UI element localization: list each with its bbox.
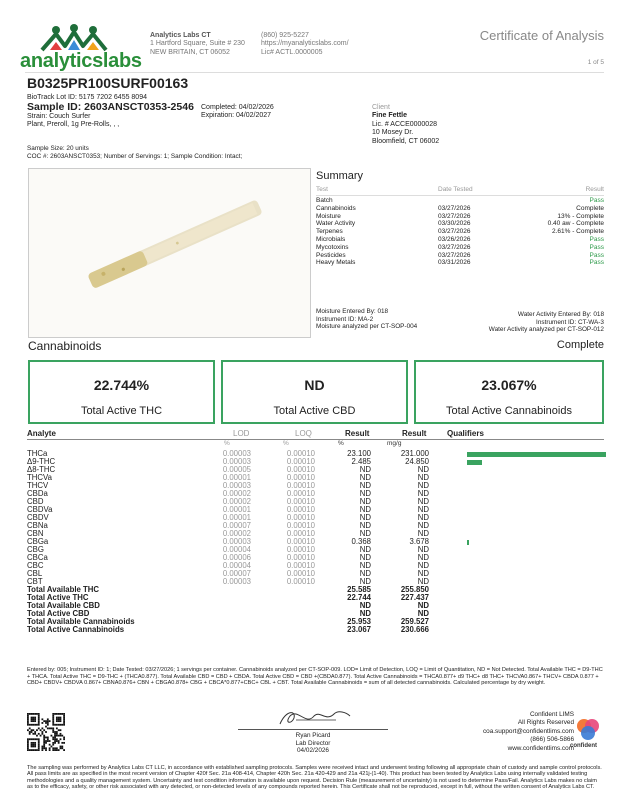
- analyte-loq: 0.00010: [286, 465, 315, 474]
- dates-block: [201, 104, 274, 121]
- analyte-bar: [467, 460, 482, 465]
- summary-date: 03/27/2026: [438, 212, 471, 220]
- analyte-result-mg: ND: [417, 569, 429, 578]
- signer-title: Lab Director: [295, 739, 331, 747]
- col-result: Result: [585, 186, 604, 193]
- analyte-result-pct: 0.368: [351, 537, 371, 546]
- total-name: Total Active THC: [27, 593, 89, 602]
- summary-date: 03/30/2026: [438, 220, 471, 228]
- analyte-row: [27, 482, 604, 490]
- analyte-row: [27, 530, 604, 538]
- summary-date: 03/27/2026: [438, 251, 471, 259]
- lims-block: [483, 711, 574, 753]
- moisture-entered: Moisture Entered By: 018: [316, 308, 389, 315]
- analyte-result-pct: ND: [359, 577, 371, 586]
- summary-row: [316, 236, 604, 244]
- analyte-lod: 0.00002: [222, 497, 251, 506]
- analyte-result-mg: ND: [417, 497, 429, 506]
- sample-code: B0325PR100SURF00163: [27, 75, 189, 91]
- analyte-table-header: [27, 429, 604, 440]
- total-result-pct: 25.953: [347, 617, 371, 626]
- header-divider: [25, 72, 604, 73]
- total-result-pct: 22.744: [347, 593, 371, 602]
- total-active-cbd-label: Total Active CBD: [273, 405, 356, 417]
- unit-pct: %: [338, 440, 344, 447]
- summary-row: [316, 197, 604, 205]
- analyte-lod: 0.00003: [222, 481, 251, 490]
- analyte-name: CBCa: [27, 553, 48, 562]
- lab-address-line1: 1 Hartford Square, Suite # 230: [150, 40, 245, 48]
- unit-lod: %: [224, 440, 230, 447]
- analyte-lod: 0.00007: [222, 521, 251, 530]
- col-date: Date Tested: [438, 186, 473, 193]
- analyte-loq: 0.00010: [286, 497, 315, 506]
- analyte-loq: 0.00010: [286, 481, 315, 490]
- lims-rights: All Rights Reserved: [517, 719, 574, 727]
- strain-block: [27, 113, 119, 130]
- total-row: [27, 602, 604, 610]
- unit-loq: %: [283, 440, 289, 447]
- signature-line: [238, 729, 388, 730]
- th-lod: LOD: [233, 429, 250, 438]
- total-result-mg: ND: [417, 601, 429, 610]
- analyte-result-pct: ND: [359, 569, 371, 578]
- signer-block: [238, 732, 388, 755]
- analyte-bar: [467, 452, 606, 457]
- analyte-lod: 0.00001: [222, 473, 251, 482]
- analyte-lod: 0.00005: [222, 465, 251, 474]
- summary-date: 03/27/2026: [438, 204, 471, 212]
- total-active-cbd-value: ND: [304, 377, 325, 393]
- analyte-result-pct: ND: [359, 513, 371, 522]
- water-activity-info: [489, 311, 604, 334]
- analyte-result-pct: ND: [359, 473, 371, 482]
- total-name: Total Available Cannabinoids: [27, 617, 135, 626]
- strain: Strain: Couch Surfer: [27, 113, 91, 120]
- analyte-result-mg: ND: [417, 473, 429, 482]
- analyte-lod: 0.00003: [222, 577, 251, 586]
- total-name: Total Active Cannabinoids: [27, 625, 125, 634]
- analyte-result-pct: ND: [359, 489, 371, 498]
- sample-size-block: [27, 145, 242, 160]
- analyte-lod: 0.00001: [222, 505, 251, 514]
- total-row: [27, 626, 604, 634]
- moisture-instrument: Instrument ID: MA-2: [316, 315, 374, 323]
- total-active-cbd-card: [221, 360, 408, 424]
- client-license: Lic. # ACCE0000028: [372, 120, 437, 128]
- analyte-result-mg: ND: [417, 513, 429, 522]
- lab-website[interactable]: https://myanalyticslabs.com/: [261, 40, 349, 48]
- lims-phone: (866) 506-5866: [530, 736, 574, 744]
- analyte-result-mg: ND: [417, 521, 429, 530]
- total-row: [27, 586, 604, 594]
- signer-name: Ryan Picard: [295, 732, 331, 739]
- analyte-lod: 0.00007: [222, 569, 251, 578]
- analyte-loq: 0.00010: [286, 513, 315, 522]
- summary-row: [316, 228, 604, 236]
- analyte-row: [27, 450, 604, 458]
- client-address1: 10 Mosey Dr.: [372, 129, 414, 137]
- product-type: Plant, Preroll, 1g Pre-Rolls, , ,: [27, 121, 120, 129]
- summary-test: Cannabinoids: [316, 204, 356, 212]
- analyte-loq: 0.00010: [286, 569, 315, 578]
- analyte-result-mg: 231.000: [400, 449, 429, 458]
- analyte-name: CBNa: [27, 521, 48, 530]
- analyte-result-mg: ND: [417, 577, 429, 586]
- analyte-name: CBN: [27, 529, 44, 538]
- water-entered: Water Activity Entered By: 018: [517, 311, 604, 318]
- analyte-row: [27, 498, 604, 506]
- analyte-result-mg: ND: [417, 545, 429, 554]
- analyte-row: [27, 578, 604, 586]
- analyte-loq: 0.00010: [286, 473, 315, 482]
- expiration-date: Expiration: 04/02/2027: [201, 112, 272, 120]
- total-result-mg: 227.437: [400, 593, 429, 602]
- qr-code-icon[interactable]: [27, 713, 65, 751]
- lab-contact-block: [261, 32, 349, 57]
- analyte-name: CBDVa: [27, 505, 53, 514]
- col-test: Test: [316, 186, 328, 193]
- analyte-name: CBC: [27, 561, 44, 570]
- analyte-name: CBDa: [27, 489, 48, 498]
- lab-phone: (860) 925-5227: [261, 32, 309, 39]
- confident-logo-icon: [575, 717, 601, 743]
- summary-row: [316, 252, 604, 260]
- summary-header: [316, 186, 604, 196]
- summary-result: Pass: [589, 259, 604, 267]
- analyte-result-pct: ND: [359, 553, 371, 562]
- summary-result: 13% - Complete: [557, 212, 604, 220]
- lab-address-line2: NEW BRITAIN, CT 06052: [150, 48, 230, 56]
- sample-size: Sample Size: 20 units: [27, 145, 89, 152]
- summary-result: Pass: [589, 197, 604, 204]
- analyte-result-pct: ND: [359, 505, 371, 514]
- total-result-pct: 23.067: [347, 625, 371, 634]
- summary-date: 03/26/2026: [438, 236, 471, 243]
- total-result-mg: 259.527: [400, 617, 429, 626]
- analyte-lod: 0.00001: [222, 513, 251, 522]
- client-block: [372, 104, 439, 146]
- analyte-lod: 0.00002: [222, 529, 251, 538]
- total-result-mg: 230.666: [400, 625, 429, 634]
- moisture-sop: Moisture analyzed per CT-SOP-004: [316, 323, 418, 331]
- summary-result: Pass: [589, 236, 604, 243]
- analyte-row: [27, 546, 604, 554]
- th-loq: LOQ: [295, 429, 312, 438]
- lab-license: Lic# ACTL.0000005: [261, 48, 323, 56]
- analyte-bar: [467, 540, 469, 545]
- summary-date: 03/27/2026: [438, 228, 471, 236]
- water-sop: Water Activity analyzed per CT-SOP-012: [488, 326, 604, 334]
- analyte-row: [27, 458, 604, 466]
- summary-test: Batch: [316, 197, 333, 204]
- summary-row: [316, 213, 604, 221]
- th-result-pct: Result: [345, 429, 370, 438]
- summary-row: [316, 205, 604, 213]
- client-label: Client: [372, 104, 390, 111]
- analyte-lod: 0.00002: [222, 489, 251, 498]
- analyte-loq: 0.00010: [286, 561, 315, 570]
- analyte-name: CBL: [27, 569, 43, 578]
- analyte-result-pct: ND: [359, 545, 371, 554]
- analyte-lod: 0.00003: [222, 457, 251, 466]
- unit-mg: mg/g: [387, 440, 402, 447]
- analyte-name: CBGa: [27, 537, 49, 546]
- analyte-result-pct: ND: [359, 521, 371, 530]
- lab-address-block: [150, 32, 245, 57]
- analyte-result-mg: 3.678: [409, 537, 429, 546]
- analyte-name: CBT: [27, 577, 43, 586]
- total-result-mg: ND: [417, 609, 429, 618]
- summary-test: Mycotoxins: [316, 243, 349, 251]
- completed-date: Completed: 04/02/2026: [201, 104, 274, 111]
- th-qualifiers: Qualifiers: [447, 429, 484, 438]
- page-number: 1 of 5: [587, 59, 604, 66]
- analyte-result-pct: ND: [359, 481, 371, 490]
- analyte-loq: 0.00010: [286, 529, 315, 538]
- analyte-row: [27, 466, 604, 474]
- client-name: Fine Fettle: [372, 112, 408, 120]
- lims-web[interactable]: www.confidentlims.com: [507, 744, 574, 752]
- analyte-name: Δ8-THC: [27, 465, 56, 474]
- summary-result: Pass: [589, 243, 604, 251]
- analyte-loq: 0.00010: [286, 449, 315, 458]
- confident-wordmark: confident: [570, 743, 597, 749]
- total-name: Total Available CBD: [27, 601, 100, 610]
- analyte-lod: 0.00003: [222, 537, 251, 546]
- summary-test: Microbials: [316, 236, 346, 243]
- disclaimer: The sampling was performed by Analytics Labs CT LLC, in accordance with established sampling protocols. Samples were received intact and underwent testing following all appropriate chain of custody and sample control protocols. All pass limits are as specified in the most recent version of Chapter 420f Sec. 21a 408-414, Chapter 420h Sec. 21a 420-429 and 21a 421j-(1-40). This product has been tested by Analytics Labs using internally validated testing methodologies and a quality management system. Uncertainty and test condition information is available upon request. Decision Rule (measurement of uncertainty) is not used to determine Pass/Fail. Analytics Labs makes no claim as to the efficacy, safety, or other risk associated with any detected, or non-detected levels of any compounds reported herein. This Certificate shall not be reproduced, except in full, without the written consent of Analytics Labs CT.: [27, 765, 602, 791]
- analyte-result-pct: 23.100: [347, 449, 371, 458]
- summary-result: Pass: [589, 251, 604, 259]
- water-instrument: Instrument ID: CT-WA-3: [536, 318, 604, 326]
- coc-info: COC #: 2603ANSCT0353; Number of Servings: 1; Sample Condition: Intact;: [27, 152, 243, 160]
- total-row: [27, 594, 604, 602]
- analyte-name: THCVa: [27, 473, 52, 482]
- analyte-row: [27, 506, 604, 514]
- analyte-name: Δ9-THC: [27, 457, 56, 466]
- analyte-loq: 0.00010: [286, 505, 315, 514]
- summary-row: [316, 220, 604, 228]
- total-active-cannabinoids-label: Total Active Cannabinoids: [446, 405, 572, 417]
- analyte-result-pct: ND: [359, 497, 371, 506]
- cannabinoids-status: Complete: [556, 339, 604, 351]
- summary-test: Water Activity: [316, 220, 356, 228]
- analyte-loq: 0.00010: [286, 553, 315, 562]
- moisture-info: [316, 308, 417, 331]
- total-active-thc-value: 22.744%: [93, 377, 150, 393]
- footnotes: Entered by: 005; Instrument ID: 1; Date Tested: 03/27/2026; 1 servings per container. Cannabinoids analyzed per CT-SOP-009. LOD= Limit of Detection, LOQ = Limit of Quantitation, ND = Not Detected. Total Available THC = D9-THC + THCA. Total Active THC = D9-THC + (THCA0.877). Total Available CBD = CBD + CBDA. Total Active CBD = CBD +(CBDA0.877). Total Active Cannabinoids = THCA0.877+ d9 THC+ d8 THC+ THCVA0.867+ THCV+ CBDA 0.877 + CBD+ CBDV+ CBDVA 0.867+ CBNA0.876+ CBN + CBGA0.878+ CBG + CBCA*0.877+CBC+ CBL + CBT. Total Available Cannabinoids = sum of all detected cannabinoids. Calculated percentage by dry weight.: [27, 667, 603, 687]
- th-result-mg: Result: [402, 429, 427, 438]
- lims-name: Confident LIMS: [529, 711, 574, 718]
- analyte-name: THCV: [27, 481, 49, 490]
- analyte-loq: 0.00010: [286, 521, 315, 530]
- analyte-row: [27, 562, 604, 570]
- analyte-result-mg: ND: [417, 529, 429, 538]
- analyte-lod: 0.00004: [222, 545, 251, 554]
- logo-wordmark: analyticslabs: [20, 50, 142, 72]
- analyte-result-mg: ND: [417, 489, 429, 498]
- analyte-row: [27, 570, 604, 578]
- signature: [276, 706, 354, 730]
- lab-name: Analytics Labs CT: [150, 32, 211, 39]
- total-result-pct: ND: [359, 609, 371, 618]
- analyte-loq: 0.00010: [286, 489, 315, 498]
- analyte-loq: 0.00010: [286, 577, 315, 586]
- analyte-name: CBD: [27, 497, 44, 506]
- analyte-result-mg: ND: [417, 561, 429, 570]
- total-active-cannabinoids-value: 23.067%: [481, 377, 537, 393]
- total-active-thc-label: Total Active THC: [80, 405, 163, 417]
- summary-result: Complete: [576, 204, 604, 212]
- summary-test: Heavy Metals: [316, 259, 356, 267]
- cannabinoids-title: Cannabinoids: [28, 339, 102, 353]
- analyte-loq: 0.00010: [286, 457, 315, 466]
- total-active-thc-card: [28, 360, 215, 424]
- analyte-name: CBDV: [27, 513, 49, 522]
- analyte-lod: 0.00004: [222, 561, 251, 570]
- analyte-result-mg: ND: [417, 465, 429, 474]
- analyte-row: [27, 490, 604, 498]
- analyte-name: CBG: [27, 545, 44, 554]
- summary-row: [316, 259, 604, 267]
- lims-email[interactable]: coa.support@confidentlims.com: [482, 727, 574, 735]
- analyte-lod: 0.00003: [222, 449, 251, 458]
- signer-date: 04/02/2026: [297, 747, 329, 755]
- document-title: Certificate of Analysis: [479, 28, 604, 43]
- summary-test: Pesticides: [316, 251, 346, 259]
- total-active-cannabinoids-card: [414, 360, 604, 424]
- client-address2: Bloomfield, CT 06002: [372, 137, 440, 145]
- analyte-result-pct: 2.485: [351, 457, 371, 466]
- total-result-pct: ND: [359, 601, 371, 610]
- analyte-result-mg: ND: [417, 505, 429, 514]
- sample-id: Sample ID: 2603ANSCT0353-2546: [27, 101, 194, 113]
- summary-title: Summary: [316, 170, 364, 182]
- th-analyte: Analyte: [27, 429, 56, 438]
- analyte-result-mg: ND: [417, 481, 429, 490]
- summary-date: 03/27/2026: [438, 243, 471, 251]
- analyte-row: [27, 522, 604, 530]
- summary-result: 2.61% - Complete: [551, 228, 604, 236]
- summary-test: Terpenes: [316, 228, 343, 236]
- product-photo: [28, 168, 311, 338]
- summary-row: [316, 244, 604, 252]
- biotrack-lot-id: BioTrack Lot ID: 5175 7202 6455 8094: [27, 94, 147, 101]
- analyte-result-pct: ND: [359, 529, 371, 538]
- analyte-result-pct: ND: [359, 561, 371, 570]
- analyte-row: [27, 514, 604, 522]
- analyte-lod: 0.00006: [222, 553, 251, 562]
- analyte-row: [27, 474, 604, 482]
- analyte-loq: 0.00010: [286, 537, 315, 546]
- analyte-result-pct: ND: [359, 465, 371, 474]
- summary-date: 03/31/2026: [438, 259, 471, 267]
- analyte-loq: 0.00010: [286, 545, 315, 554]
- summary-test: Moisture: [316, 212, 341, 220]
- total-result-pct: 25.585: [347, 585, 371, 594]
- total-result-mg: 255.850: [400, 585, 429, 594]
- summary-result: 0.40 aw - Complete: [547, 220, 604, 228]
- analyte-result-mg: ND: [417, 553, 429, 562]
- analyte-row: [27, 538, 604, 546]
- total-name: Total Active CBD: [27, 609, 90, 618]
- analyte-name: THCa: [27, 449, 48, 458]
- analyte-row: [27, 554, 604, 562]
- total-name: Total Available THC: [27, 585, 100, 594]
- analyte-result-mg: 24.850: [405, 457, 429, 466]
